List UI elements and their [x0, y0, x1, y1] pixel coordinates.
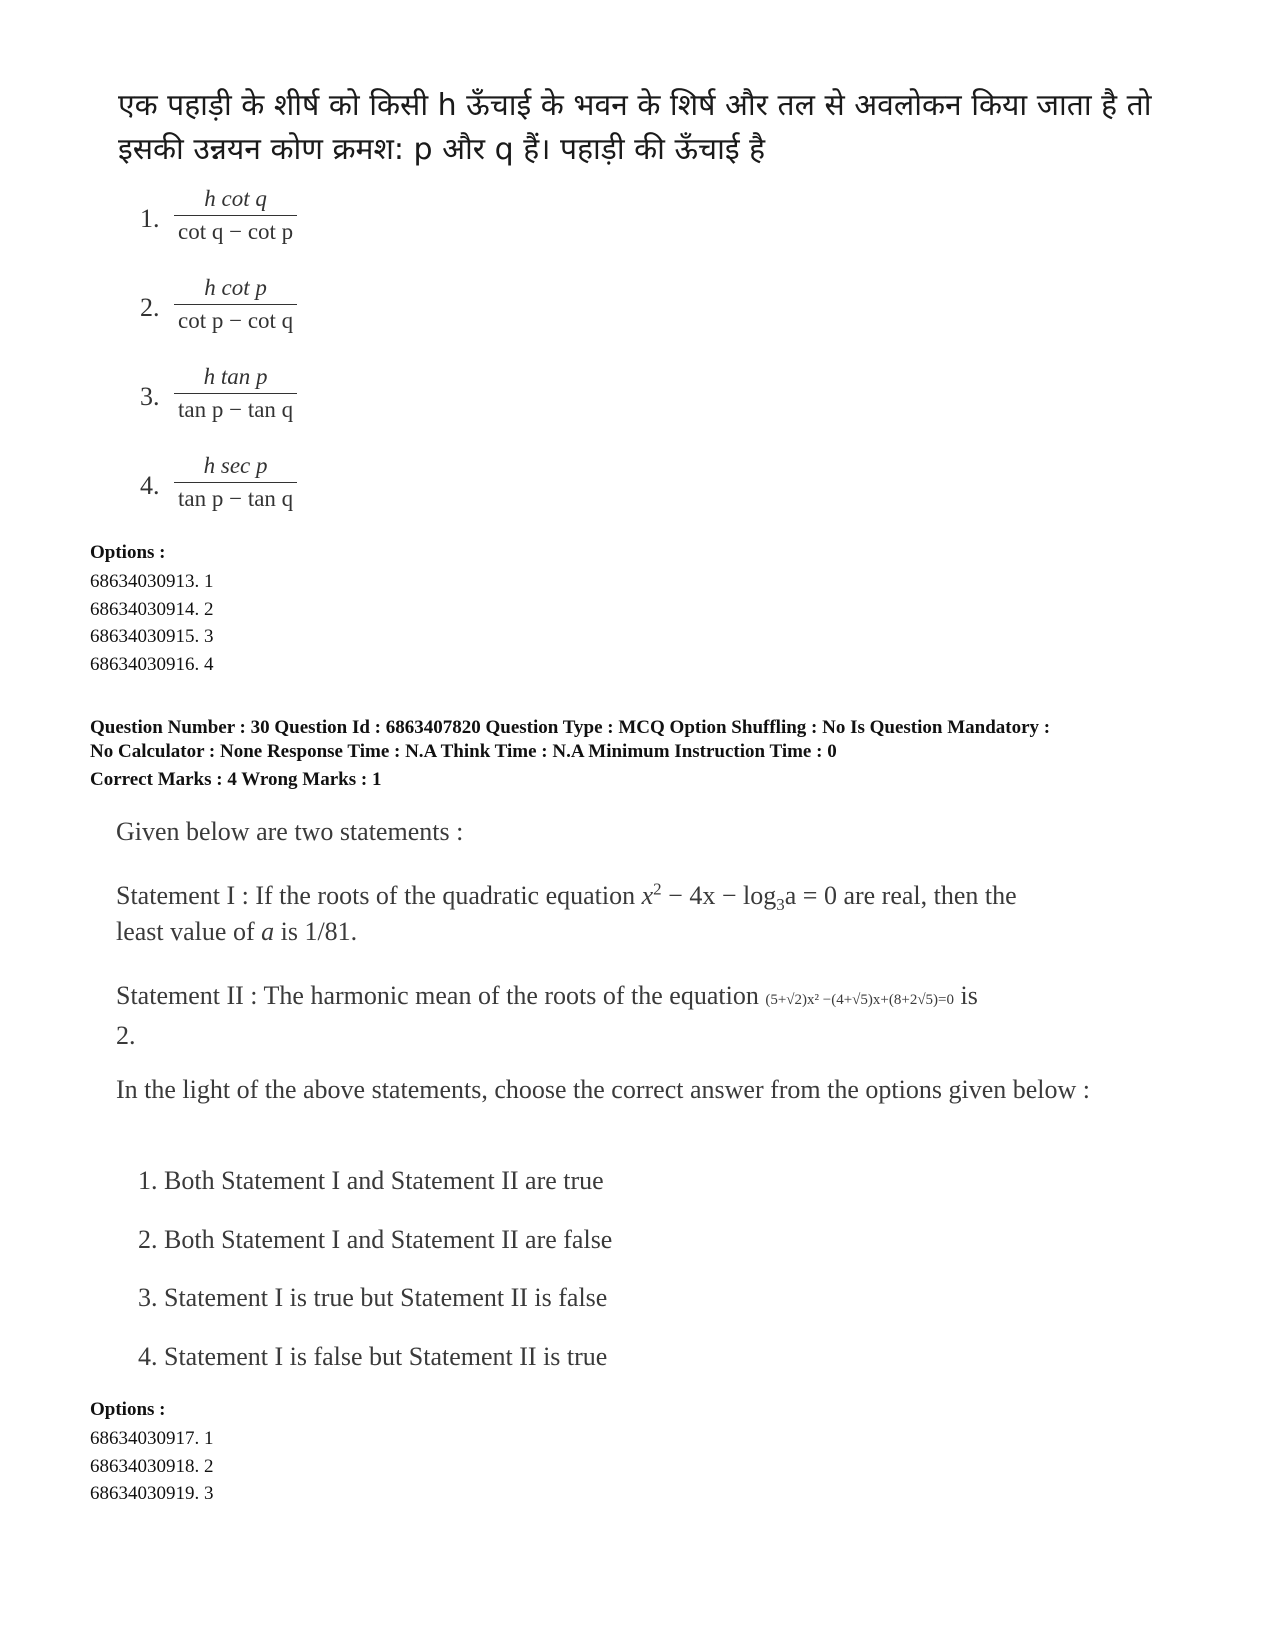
fraction [174, 453, 297, 512]
option-item: 68634030914. 2 [90, 598, 214, 620]
option-item: 68634030916. 4 [90, 653, 214, 675]
statement-1-text-end: are real, then the [836, 881, 1017, 910]
question-meta-line-1: Question Number : 30 Question Id : 6863407820 Question Type : MCQ Option Shuffling : No Is Question Mandatory : [90, 717, 1051, 738]
statement-2-text-end: is [954, 981, 978, 1010]
denominator: tan p − tan q [178, 397, 294, 422]
fraction [174, 364, 297, 423]
denominator: cot p − cot q [178, 308, 294, 333]
fraction [174, 186, 297, 245]
choice-number: 2. [140, 293, 160, 322]
statement-1-line2-end: is 1/81. [274, 917, 358, 946]
options-list [90, 568, 214, 678]
question-marks: Correct Marks : 4 Wrong Marks : 1 [90, 769, 382, 790]
statement-2-text: Statement II : The harmonic mean of the roots of the equation [116, 981, 766, 1010]
equation-var: x [641, 881, 654, 910]
denominator: cot q − cot p [178, 219, 294, 244]
equation-var: a [261, 917, 275, 946]
equation-subscript: 3 [776, 895, 785, 915]
fraction [174, 275, 297, 334]
option-item: 68634030918. 2 [90, 1455, 214, 1477]
question-meta-line-2: No Calculator : None Response Time : N.A Think Time : N.A Minimum Instruction Time : 0 [90, 741, 837, 762]
choice-number: 1. [140, 204, 160, 233]
statement-choice-3: 3. Statement I is true but Statement II is false [138, 1283, 608, 1312]
statement-2-equation: (5+√2)x² −(4+√5)x+(8+2√5)=0 [765, 992, 954, 1008]
options-list [90, 1425, 214, 1508]
statement-choice-4: 4. Statement I is false but Statement II is true [138, 1342, 608, 1371]
options-heading: Options : [90, 542, 166, 563]
question-instruction: In the light of the above statements, choose the correct answer from the options given below : [116, 1075, 1090, 1104]
choice-3 [140, 364, 360, 434]
statement-1 [116, 878, 1136, 950]
statement-choice-1: 1. Both Statement I and Statement II are true [138, 1166, 604, 1195]
denominator: tan p − tan q [178, 486, 294, 511]
option-item: 68634030915. 3 [90, 626, 214, 647]
statement-2 [116, 978, 1136, 1054]
numerator: h cot p [204, 275, 267, 300]
statement-choice-2: 2. Both Statement I and Statement II are false [138, 1225, 613, 1254]
option-item: 68634030919. 3 [90, 1483, 214, 1504]
statement-1-text: Statement I : If the roots of the quadratic equation [116, 881, 642, 910]
equation-part: a = 0 [784, 881, 837, 910]
option-item: 68634030917. 1 [90, 1428, 214, 1449]
options-heading: Options : [90, 1399, 166, 1420]
statement-1-line2: least value of [116, 917, 262, 946]
question-text-hindi: एक पहाड़ी के शीर्ष को किसी h ऊँचाई के भवन के शिर्ष और तल से अवलोकन किया जाता है तो इसकी उन्नयन कोण क्रमश: p और q हैं। पहाड़ी की ऊँचाई है [118, 88, 1152, 167]
question-intro: Given below are two statements : [116, 817, 464, 846]
choice-number: 4. [140, 471, 160, 500]
equation-exponent: 2 [653, 879, 662, 899]
equation-part: − 4x − log [661, 881, 777, 910]
numerator: h sec p [203, 453, 268, 478]
numerator: h cot q [204, 186, 267, 211]
option-item: 68634030913. 1 [90, 571, 214, 592]
statement-2-line2: 2. [116, 1021, 136, 1050]
choice-2 [140, 275, 360, 345]
choice-4 [140, 453, 360, 523]
numerator: h tan p [203, 364, 268, 389]
choice-number: 3. [140, 382, 160, 411]
choice-1 [140, 186, 360, 256]
